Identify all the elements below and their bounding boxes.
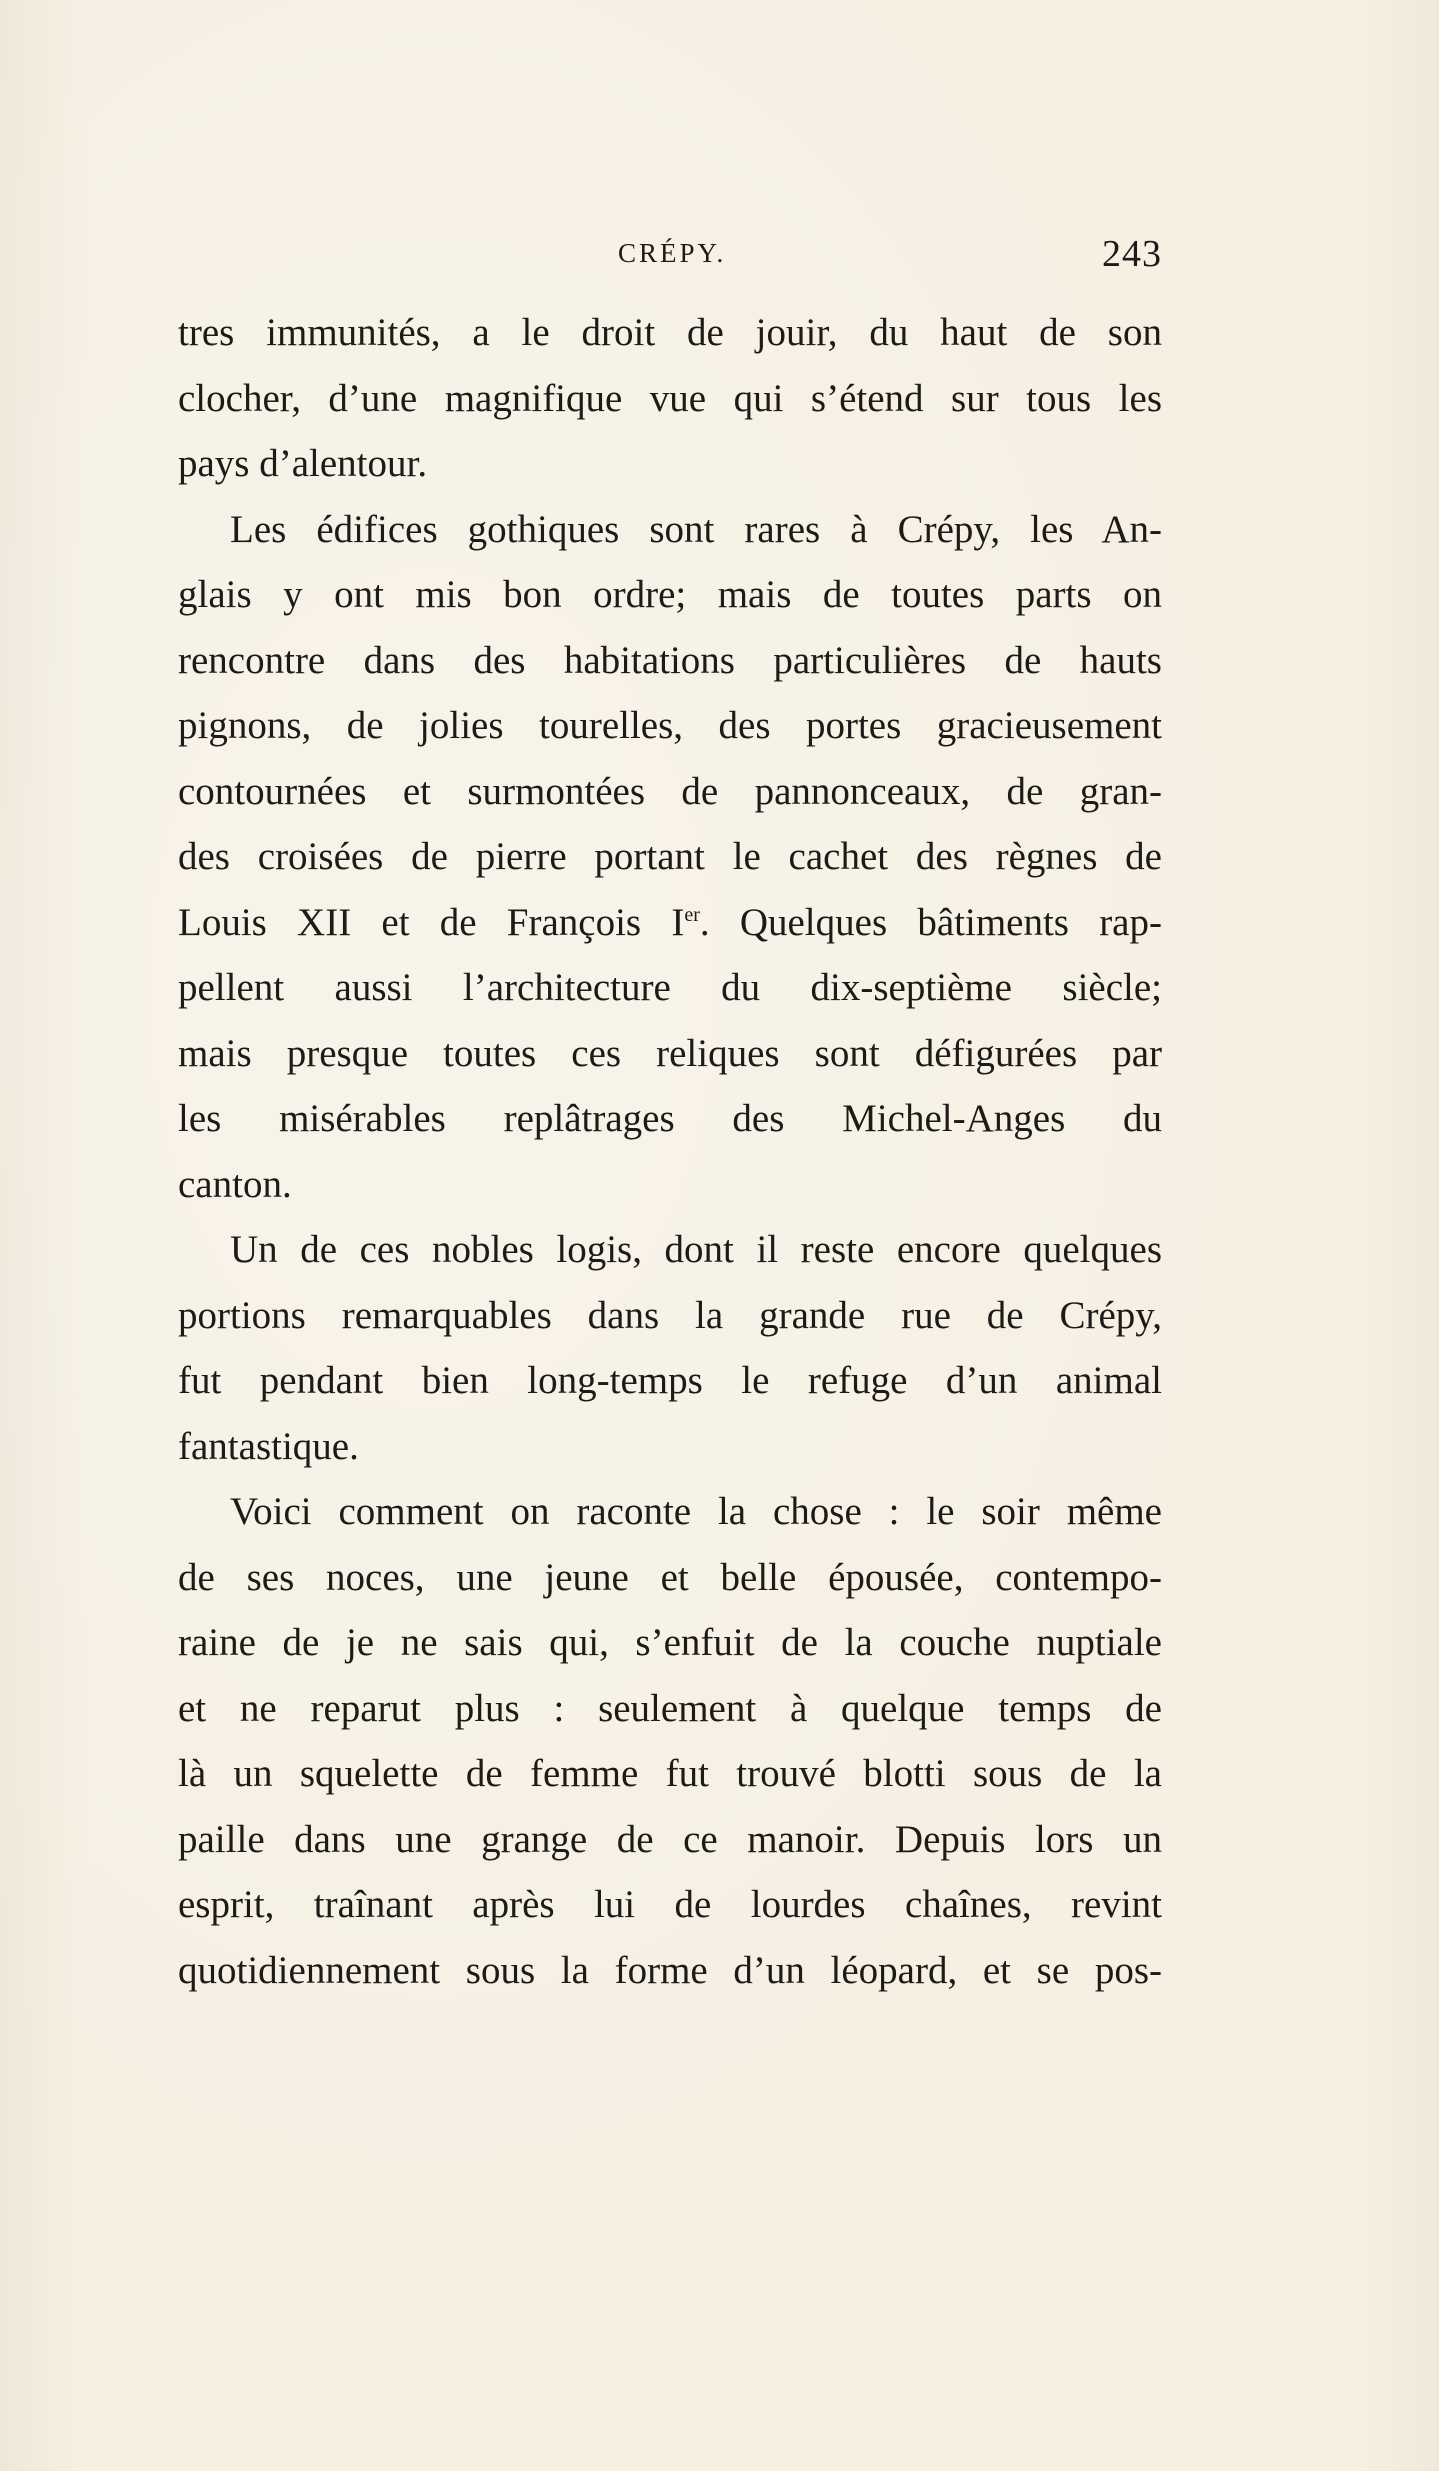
superscript: er xyxy=(684,903,700,926)
text-fragment: Louis XII et de François I xyxy=(178,900,685,944)
text-line xyxy=(178,890,1162,956)
text-line: des croisées de pierre portant le cachet des règnes de xyxy=(178,835,1162,878)
running-title: CRÉPY. xyxy=(618,238,727,268)
text-line: rencontre dans des habitations particulières de hauts xyxy=(178,638,1162,682)
text-line: canton. xyxy=(178,1162,292,1206)
text-line: les misérables replâtrages des Michel-Anges du xyxy=(178,1097,1162,1140)
text-line: et ne reparut plus : seulement à quelque temps de xyxy=(178,1686,1162,1730)
text-line: fantastique. xyxy=(178,1424,359,1468)
text-line: clocher, d’une magnifique vue qui s’étend sur tous les xyxy=(178,376,1162,420)
body-text xyxy=(178,300,1162,2003)
text-line: contournées et surmontées de pannonceaux, de gran- xyxy=(178,769,1162,813)
text-line: pays d’alentour. xyxy=(178,442,428,485)
text-fragment: . Quelques bâtiments rap- xyxy=(699,900,1162,944)
text-line: pignons, de jolies tourelles, des portes gracieusement xyxy=(178,704,1162,747)
text-line: tres immunités, a le droit de jouir, du haut de son xyxy=(178,311,1162,354)
text-line: mais presque toutes ces reliques sont défigurées par xyxy=(178,1031,1162,1075)
text-line: pellent aussi l’architecture du dix-septième siècle; xyxy=(178,966,1162,1009)
text-line: esprit, traînant après lui de lourdes chaînes, revint xyxy=(178,1883,1162,1926)
text-line: glais y ont mis bon ordre; mais de toutes parts on xyxy=(178,573,1162,616)
text-line: de ses noces, une jeune et belle épousée, contempo- xyxy=(178,1555,1162,1599)
text-line: fut pendant bien long-temps le refuge d’un animal xyxy=(178,1359,1162,1402)
text-line: paille dans une grange de ce manoir. Depuis lors un xyxy=(178,1817,1162,1861)
running-head xyxy=(178,232,1162,282)
page-number: 243 xyxy=(1102,233,1162,275)
text-line: quotidiennement sous la forme d’un léopard, et se pos- xyxy=(178,1948,1162,1992)
text-line: là un squelette de femme fut trouvé blotti sous de la xyxy=(178,1752,1162,1795)
text-line: raine de je ne sais qui, s’enfuit de la couche nuptiale xyxy=(178,1621,1162,1664)
text-line: portions remarquables dans la grande rue de Crépy, xyxy=(178,1293,1162,1337)
text-line: Les édifices gothiques sont rares à Crépy, les An- xyxy=(230,507,1162,551)
text-line: Voici comment on raconte la chose : le soir même xyxy=(230,1490,1162,1533)
text-line: Un de ces nobles logis, dont il reste encore quelques xyxy=(230,1228,1162,1271)
